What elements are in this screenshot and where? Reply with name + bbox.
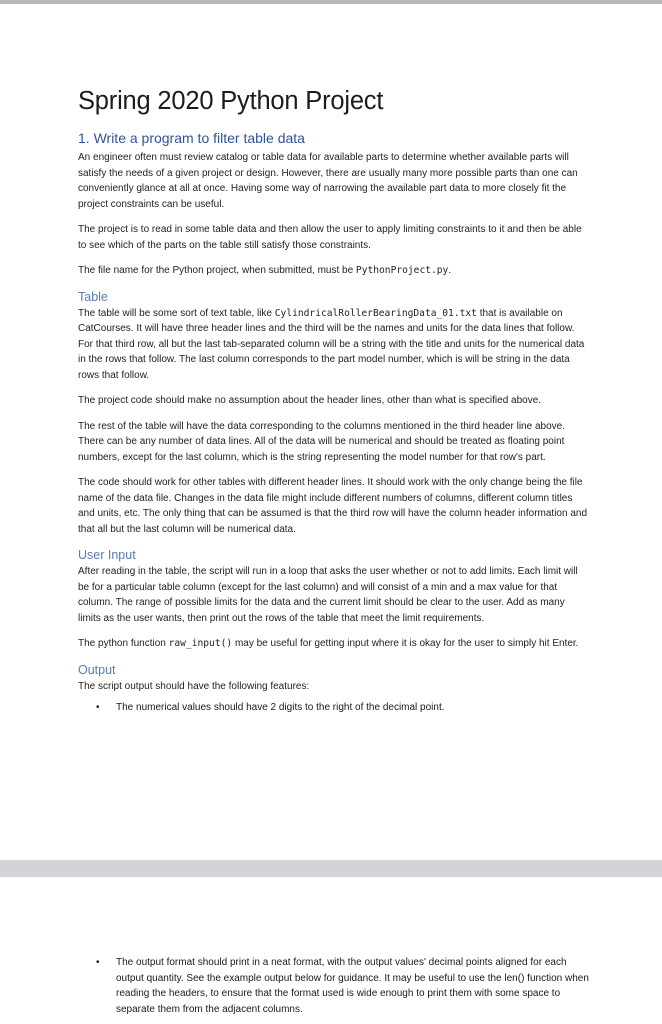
table-p1-post: that is available on CatCourses. It will have three header lines and the third will be the names and units for the data lines that follow. For that third row, all but the last tab-separated column will be a string with the title and units for the numerical data in the rows that follow. The last column corresponds to the part model number, which is will be string in the data rows that follow. (78, 307, 585, 381)
output-bullet-list-continued (78, 955, 590, 1017)
filename-paragraph (78, 263, 590, 279)
table-paragraph-4: The code should work for other tables with different header lines. It should work with the only change being the file name of the data file. Changes in the data file might include different numbers of columns, different column titles and units, etc. The only thing that can be assumed is that the third row will have the column header information and that all but the last column will be numerical data. (78, 477, 587, 535)
data-filename-code: CylindricalRollerBearingData_01.txt (274, 307, 477, 319)
section-heading: 1. Write a program to filter table data (78, 130, 305, 146)
user-input-paragraph-2 (78, 636, 590, 652)
list-item-text: The numerical values should have 2 digits to the right of the decimal point. (116, 702, 445, 713)
output-bullet-list (78, 700, 590, 716)
output-subheading: Output (78, 662, 116, 677)
output-intro: The script output should have the following features: (78, 680, 310, 692)
document-page-1 (0, 4, 662, 860)
table-paragraph-1 (78, 306, 590, 384)
table-subheading: Table (78, 289, 108, 304)
input-p2-pre: The python function (78, 638, 169, 649)
list-item-text: The output format should print in a neat format, with the output values' decimal points aligned for each output quantity. See the example output below for guidance. It may be useful to use the len() function when reading the headers, to ensure that the format used is wide enough to print them with some space to separate them from the adjacent columns. (116, 957, 589, 1015)
intro-paragraph: An engineer often must review catalog or table data for available parts to determine whether available parts will satisfy the needs of a given project or design. However, there are usually many more possible parts than one can conveniently glance at all at once. Having some way of narrowing the available part data to more closely fit the project constraints can be useful. (78, 152, 578, 210)
list-item (96, 955, 590, 1017)
page-separator (0, 860, 662, 877)
project-paragraph: The project is to read in some table data and then allow the user to apply limiting constraints to it and then be able to see which of the parts on the table still satisfy those constraints. (78, 224, 582, 251)
table-p1-pre: The table will be some sort of text table, like (78, 307, 275, 319)
page-2-content (78, 955, 590, 1023)
raw-input-code: raw_input() (168, 638, 233, 649)
list-item (96, 700, 590, 716)
filename-code: PythonProject.py (355, 265, 449, 276)
document-title: Spring 2020 Python Project (78, 87, 384, 115)
filename-text-post: . (448, 265, 452, 276)
page-1-content (78, 84, 590, 722)
bullet-icon: • (96, 702, 100, 713)
table-paragraph-2: The project code should make no assumption about the header lines, other than what is specified above. (78, 395, 542, 406)
table-paragraph-3: The rest of the table will have the data corresponding to the columns mentioned in the third header line above. There can be any number of data lines. All of the data will be numerical and should be treated as floating point numbers, except for the last column, which is the string representing the model number for that row's part. (78, 420, 565, 463)
input-p2-post: may be useful for getting input where it is okay for the user to simply hit Enter. (232, 638, 579, 649)
document-page-2 (0, 877, 662, 1024)
filename-text-pre: The file name for the Python project, when submitted, must be (78, 265, 356, 276)
user-input-paragraph-1: After reading in the table, the script will run in a loop that asks the user whether or not to add limits. Each limit will be for a particular table column (except for the last column) and will consist of a min and a max value for that column. The range of possible limits for the data and the current limit should be clear to the user. Add as many limits as the user wants, then print out the rows of the table that meet the limit requirements. (78, 566, 578, 624)
user-input-subheading: User Input (78, 548, 136, 562)
bullet-icon: • (96, 957, 100, 968)
